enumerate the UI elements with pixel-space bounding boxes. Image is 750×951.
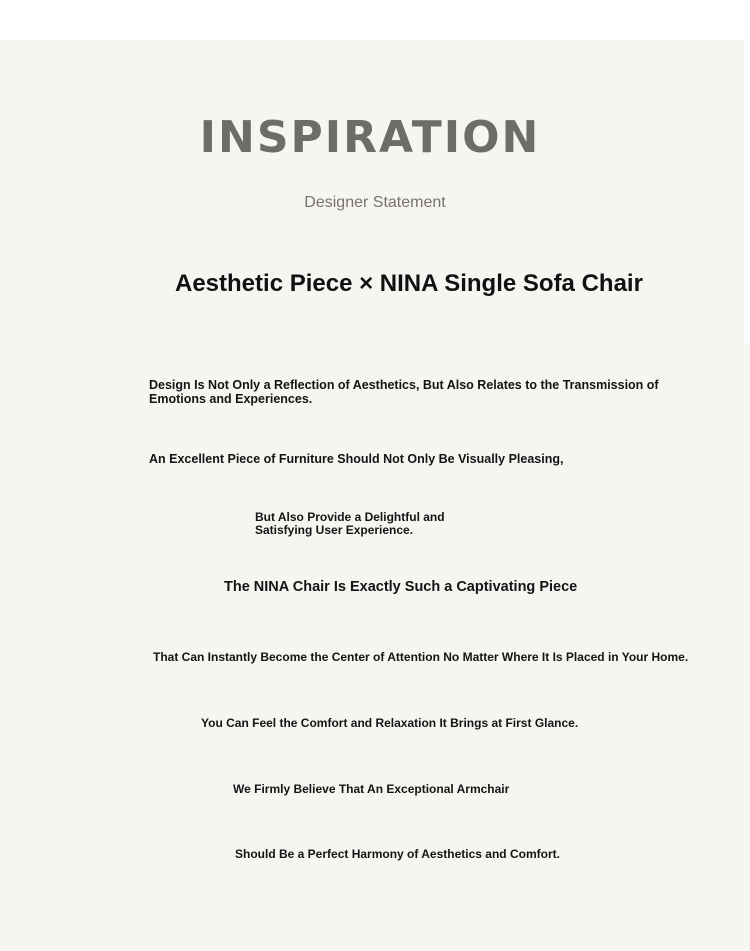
statement-line-2: An Excellent Piece of Furniture Should Not Only Be Visually Pleasing, [149,452,564,466]
statement-line-3: But Also Provide a Delightful and Satisfying User Experience. [255,510,445,537]
statement-line-6: You Can Feel the Comfort and Relaxation It Brings at First Glance. [201,716,579,730]
statement-line-5: That Can Instantly Become the Center of Attention No Matter Where It Is Placed in Your Home. [153,650,689,664]
statement-line-4: The NINA Chair Is Exactly Such a Captivating Piece [224,579,578,595]
section-subtitle: Designer Statement [304,194,446,211]
product-title: Aesthetic Piece × NINA Single Sofa Chair [175,270,643,297]
statement-line-7: We Firmly Believe That An Exceptional Armchair [233,782,510,796]
content-panel-top [0,40,744,345]
statement-line-1: Design Is Not Only a Reflection of Aesthetics, But Also Relates to the Transmission of Emotions and Experiences. [149,378,659,406]
statement-line-8: Should Be a Perfect Harmony of Aesthetics and Comfort. [235,847,560,861]
page-heading: INSPIRATION [199,112,541,163]
